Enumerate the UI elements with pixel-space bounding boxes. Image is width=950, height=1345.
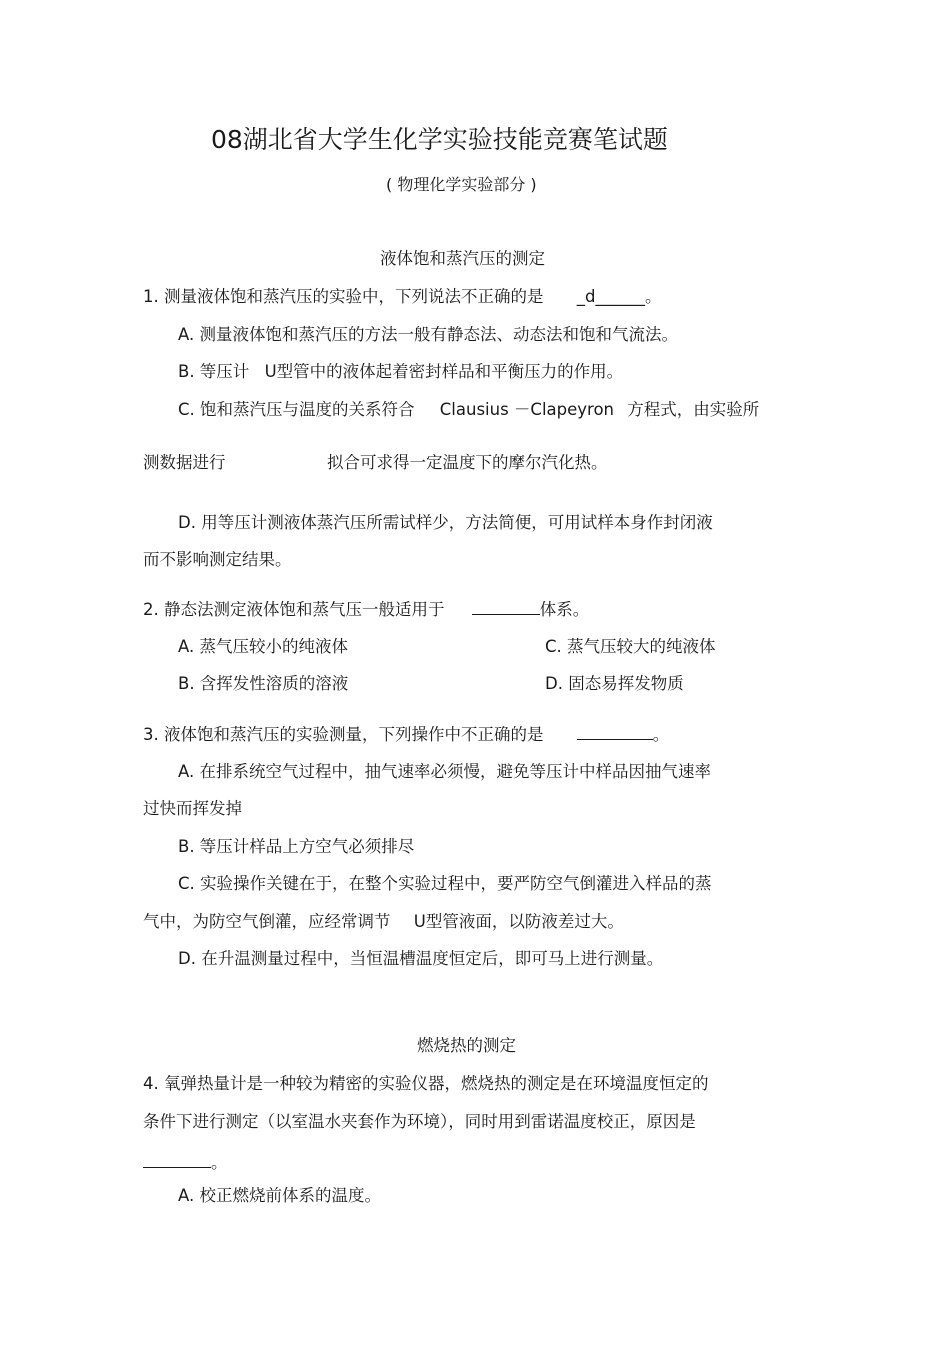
option-a: A. 测量液体饱和蒸汽压的方法一般有静态法、动态法和饱和气流法。	[178, 325, 678, 344]
option-a: A. 校正燃烧前体系的温度。	[178, 1186, 381, 1205]
option-a: A. 在排系统空气过程中，抽气速率必须慢，避免等压计中样品因抽气速率	[178, 762, 711, 781]
section-heading: 液体饱和蒸汽压的测定	[380, 249, 545, 268]
question-text: 2. 静态法测定液体饱和蒸气压一般适用于	[143, 600, 445, 619]
option-b: B. 含挥发性溶质的溶液	[178, 674, 349, 693]
answer-blank	[472, 600, 540, 615]
option-a-continued: 过快而挥发掉	[143, 799, 242, 818]
answer-blank	[143, 1153, 211, 1168]
option-c: C. 实验操作关键在于，在整个实验过程中，要严防空气倒灌进入样品的蒸	[178, 874, 712, 893]
question-4-stem: 4. 氧弹热量计是一种较为精密的实验仪器，燃烧热的测定是在环境温度恒定的	[143, 1074, 709, 1093]
option-text: U型管液面，以防液差过大。	[413, 912, 624, 931]
option-b	[178, 361, 623, 383]
page-title: 08湖北省大学生化学实验技能竞赛笔试题	[211, 125, 668, 154]
option-text: B. 等压计	[178, 362, 250, 381]
question-suffix: 。	[211, 1153, 228, 1172]
question-2-stem	[143, 599, 589, 621]
option-d: D. 在升温测量过程中，当恒温槽温度恒定后，即可马上进行测量。	[178, 949, 664, 968]
question-3-stem	[143, 724, 669, 746]
option-d: D. 用等压计测液体蒸汽压所需试样少，方法简便，可用试样本身作封闭液	[178, 513, 713, 532]
option-d: D. 固态易挥发物质	[545, 674, 684, 693]
option-c-continued: 测数据进行	[143, 453, 226, 472]
question-1-stem	[143, 286, 661, 308]
option-text: C. 饱和蒸汽压与温度的关系符合	[178, 400, 415, 419]
option-d-continued: 而不影响测定结果。	[143, 550, 292, 569]
page-subtitle: ( 物理化学实验部分 )	[386, 175, 537, 194]
option-text: 方程式，由实验所	[627, 400, 760, 419]
option-c-continued: 拟合可求得一定温度下的摩尔汽化热。	[327, 453, 608, 472]
option-b: B. 等压计样品上方空气必须排尽	[178, 837, 415, 856]
option-c	[178, 399, 759, 421]
question-suffix: 。	[652, 725, 670, 744]
option-text: 气中，为防空气倒灌，应经常调节	[143, 912, 391, 931]
question-4-stem-continued: 条件下进行测定（以室温水夹套作为环境），同时用到雷诺温度校正，原因是	[143, 1112, 696, 1131]
question-suffix: 体系。	[539, 600, 590, 619]
section-heading: 燃烧热的测定	[417, 1036, 516, 1055]
option-text: U型管中的液体起着密封样品和平衡压力的作用。	[264, 362, 624, 381]
option-c: C. 蒸气压较大的纯液体	[545, 637, 716, 656]
answer-blank	[577, 725, 653, 740]
option-a: A. 蒸气压较小的纯液体	[178, 637, 348, 656]
question-text: 3. 液体饱和蒸汽压的实验测量，下列操作中不正确的是	[143, 725, 544, 744]
question-4-blank-line	[143, 1152, 228, 1174]
answer-blank: _d______。	[576, 287, 662, 306]
question-text: 1. 测量液体饱和蒸汽压的实验中，下列说法不正确的是	[143, 287, 544, 306]
option-c-continued	[143, 911, 624, 933]
formula: Clausius －Clapeyron	[439, 400, 614, 419]
